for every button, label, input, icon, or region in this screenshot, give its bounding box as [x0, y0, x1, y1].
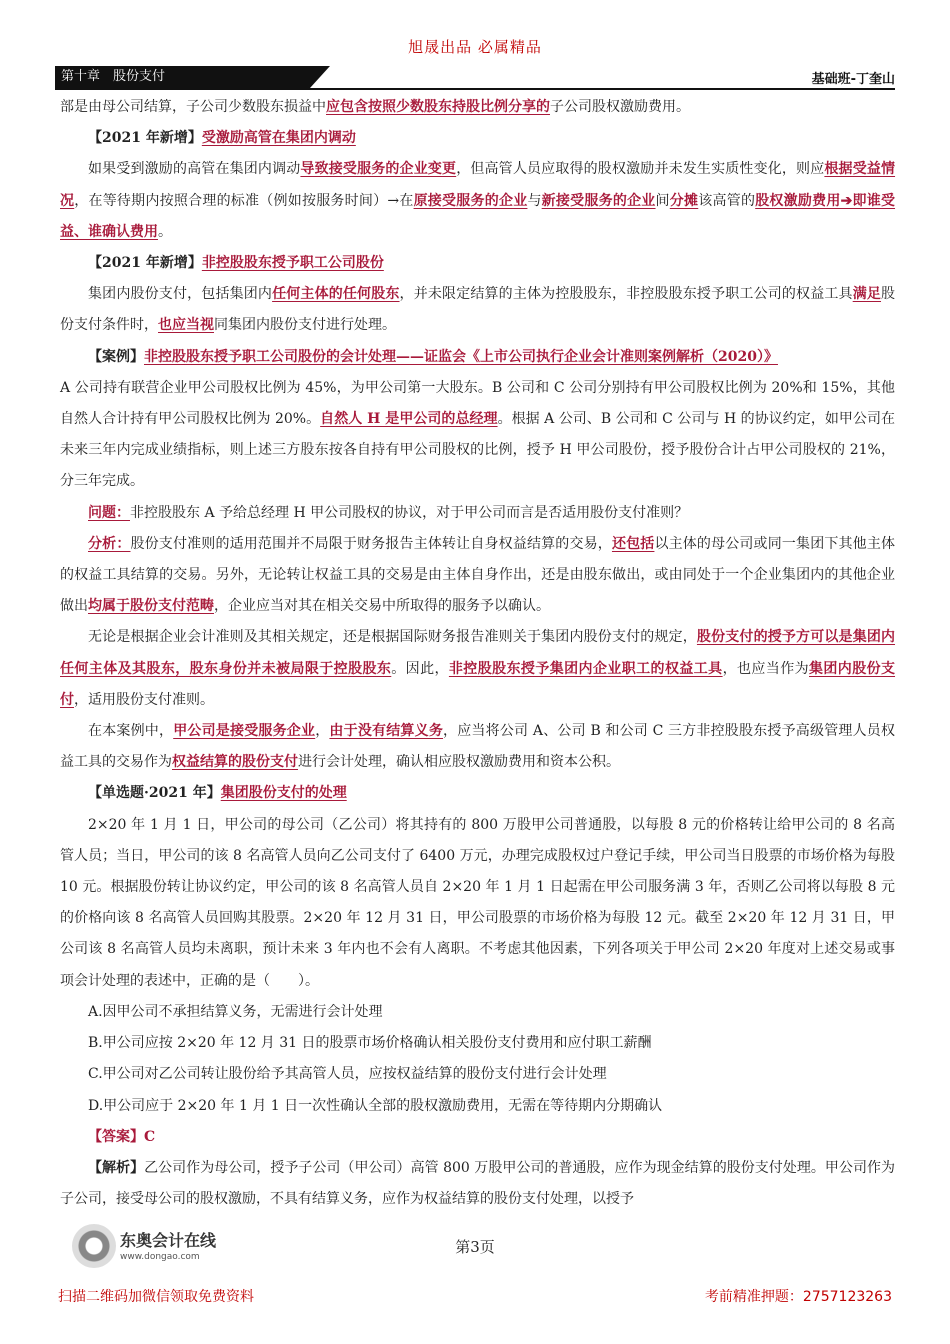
chapter-tab-corner [310, 66, 330, 88]
course-name: 基础班-丁奎山 [811, 72, 895, 87]
option-c: C.甲公司对乙公司转让股份给予其高管人员，应按权益结算的股份支付进行会计处理 [88, 1066, 607, 1083]
option-d: D.甲公司应于 2×20 年 1 月 1 日一次性确认全部的股权激励费用，无需在等待期内分期确认 [88, 1097, 663, 1114]
logo-url: www.dongao.com [120, 1252, 200, 1262]
footer-promo-left: 扫描二维码加微信领取免费资料 [58, 1289, 254, 1305]
paragraph-1: 部是由母公司结算，子公司少数股东损益中应包含按照少数股东持股比例分享的子公司股权激励费用。 [60, 99, 690, 115]
chapter-title: 第十章 股份支付 [55, 66, 310, 88]
question-heading: 【单选题·2021 年】集团股份支付的处理 [88, 785, 347, 802]
answer: 【答案】C [88, 1128, 156, 1145]
section-heading-noncontrolling: 【2021 年新增】非控股股东授予职工公司股份 [88, 255, 384, 272]
page-header [55, 66, 895, 90]
brand-slogan: 旭晟出品 必属精品 [408, 38, 542, 56]
page-number: 第3页 [455, 1238, 495, 1256]
case-facts: A 公司持有联营企业甲公司股权比例为 45%，为甲公司第一大股东。B 公司和 C 公司分别持有甲公司股权比例为 20%和 15%，其他自然人合计持有甲公司股权比例为 20%。自然人 H 是甲公司的总经理。根据 A 公司、B 公司和 C 公司与 H 的协议约定，如甲公司在未来三年内完成业绩指标，则上述三方股东按各自持有甲公司股权的比例，授予 H 甲公司股份，授予股份合计占甲公司股权的 21%，分三年完成。 [60, 379, 895, 490]
case-heading: 【案例】非控股股东授予职工公司股份的会计处理——证监会《上市公司执行企业会计准则案例解析（2020）》 [88, 348, 778, 365]
document-body [60, 92, 895, 1215]
option-b: B.甲公司应按 2×20 年 12 月 31 日的股票市场价格确认相关股份支付费用和应付职工薪酬 [88, 1035, 652, 1052]
header-rule [55, 88, 895, 90]
case-analysis-2: 无论是根据企业会计准则及其相关规定，还是根据国际财务报告准则关于集团内股份支付的规定，股份支付的授予方可以是集团内任何主体及其股东，股东身份并未被局限于控股股东。因此，非控股股东授予集团内企业职工的权益工具，也应当作为集团内股份支付，适用股份支付准则。 [60, 629, 896, 708]
explanation: 【解析】乙公司作为母公司，授予子公司（甲公司）高管 800 万股甲公司的普通股，应作为现金结算的股份支付处理。甲公司作为子公司，接受母公司的股权激励，不具有结算义务，应作为权益结算的股份支付处理，以授予 [60, 1159, 896, 1208]
option-a: A.因甲公司不承担结算义务，无需进行会计处理 [88, 1003, 383, 1020]
case-analysis: 分析：股份支付准则的适用范围并不局限于财务报告主体转让自身权益结算的交易，还包括以主体的母公司或同一集团下其他主体的权益工具结算的交易。另外，无论转让权益工具的交易是由主体自身作出，还是由股东做出，或由同处于一个企业集团内的其他企业做出均属于股份支付范畴，企业应当对其在相关交易中所取得的服务予以确认。 [60, 535, 896, 615]
logo-name: 东奥会计在线 [120, 1231, 217, 1250]
case-question: 问题：非控股股东 A 予给总经理 H 甲公司股权的协议，对于甲公司而言是否适用股份支付准则？ [88, 504, 689, 521]
paragraph-group-payment: 集团内股份支付，包括集团内任何主体的任何股东，并未限定结算的主体为控股股东，非控股股东授予职工公司的权益工具满足股份支付条件时，也应当视同集团内股份支付进行处理。 [60, 286, 896, 334]
question-stem: 2×20 年 1 月 1 日，甲公司的母公司（乙公司）将其持有的 800 万股甲公司普通股，以每股 8 元的价格转让给甲公司的 8 名高管人员；当日，甲公司的该 8 名高管人员向乙公司支付了 6400 万元，办理完成股权过户登记手续，甲公司当日股票的市场价格为每股 10 元。根据股份转让协议约定，甲公司的该 8 名高管人员自 2×20 年 1 月 1 日起需在甲公司服务满 3 年，否则乙公司将以每股 8 元的价格向该 8 名高管人员回购其股票。2×20 年 12 月 31 日，甲公司股票的市场价格为每股 12 元。截至 2×20 年 12 月 31 日，甲公司该 8 名高管人员均未离职，预计未来 3 年内也不会有人离职。不考虑其他因素，下列各项关于甲公司 2×20 年度对上述交易或事项会计处理的表述中，正确的是（ ）。 [60, 816, 895, 989]
footer-promo-right: 考前精准押题：2757123263 [704, 1289, 892, 1305]
paragraph-transfer: 如果受到激励的高管在集团内调动导致接受服务的企业变更，但高管人员应取得的股权激励并未发生实质性变化，则应根据受益情况，在等待期内按照合理的标准（例如按服务时间）→在原接受服务的企业与新接受服务的企业间分摊该高管的股权激励费用➔即谁受益、谁确认费用。 [60, 161, 896, 240]
section-heading-transfer: 【2021 年新增】受激励高管在集团内调动 [88, 130, 356, 147]
case-conclusion: 在本案例中，甲公司是接受服务企业，由于没有结算义务，应当将公司 A、公司 B 和公司 C 三方非控股股东授予高级管理人员权益工具的交易作为权益结算的股份支付进行会计处理，确认相应股权激励费用和资本公积。 [60, 723, 896, 771]
